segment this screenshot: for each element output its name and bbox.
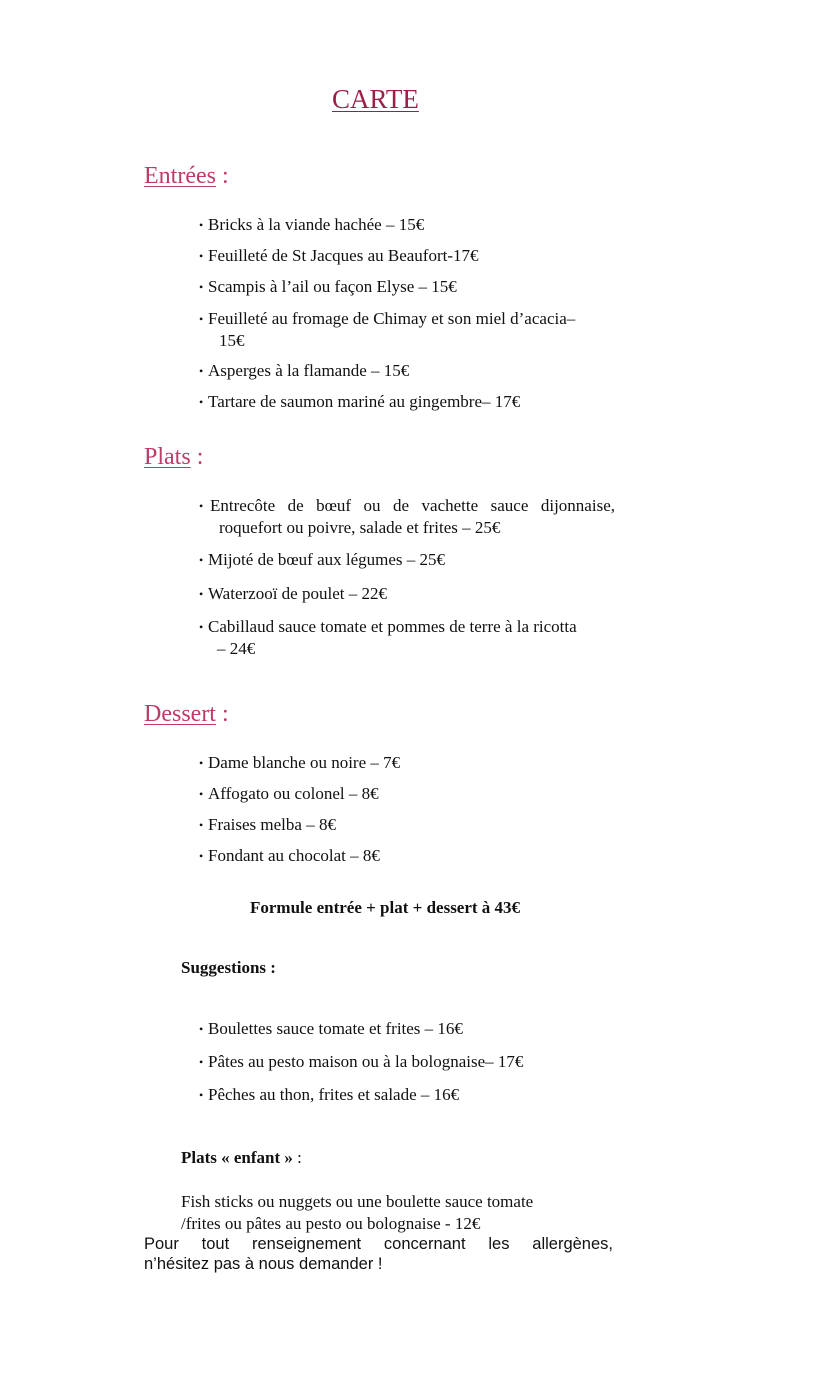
section-heading-dessert	[144, 701, 229, 728]
bullet-icon: •	[199, 1088, 204, 1102]
section-heading-colon: :	[215, 163, 229, 189]
kids-menu-heading	[181, 1148, 302, 1168]
bullet-icon: •	[199, 620, 204, 634]
allergen-notice	[144, 1234, 613, 1274]
menu-item-text: Tartare de saumon mariné au gingembre– 17€	[208, 392, 521, 411]
menu-item	[199, 814, 615, 836]
menu-item	[199, 549, 615, 571]
bullet-icon: •	[199, 218, 204, 232]
menu-item	[199, 391, 615, 413]
bullet-icon: •	[199, 849, 204, 863]
menu-item	[199, 752, 615, 774]
menu-item-text: Asperges à la flamande – 15€	[208, 361, 410, 380]
menu-item-text: Waterzooï de poulet – 22€	[208, 584, 387, 603]
menu-item	[199, 360, 615, 382]
bullet-icon: •	[199, 395, 204, 409]
menu-item-text: Affogato ou colonel – 8€	[208, 784, 379, 803]
menu-item-text-continued: – 24€	[217, 639, 256, 658]
menu-item-text: Mijoté de bœuf aux légumes – 25€	[208, 550, 446, 569]
menu-item-text: Fondant au chocolat – 8€	[208, 846, 380, 865]
bullet-icon: •	[199, 1022, 204, 1036]
bullet-icon: •	[199, 818, 204, 832]
section-heading-dessert-label: Dessert	[144, 701, 216, 727]
menu-item	[199, 1018, 615, 1040]
menu-item-text: Dame blanche ou noire – 7€	[208, 753, 401, 772]
menu-item	[199, 583, 615, 605]
menu-item-text: Pêches au thon, frites et salade – 16€	[208, 1085, 460, 1104]
section-heading-entrees	[144, 163, 229, 190]
bullet-icon: •	[199, 280, 204, 294]
formule-offer: Formule entrée + plat + dessert à 43€	[250, 898, 521, 917]
page-title: CARTE	[332, 84, 419, 114]
menu-item-text: Pâtes au pesto maison ou à la bolognaise– 17€	[208, 1052, 524, 1071]
menu-item-text: Cabillaud sauce tomate et pommes de terre à la ricotta	[208, 617, 577, 636]
section-heading-colon: :	[190, 444, 204, 470]
bullet-icon: •	[199, 312, 204, 326]
menu-item	[199, 245, 615, 267]
menu-item-text: Boulettes sauce tomate et frites – 16€	[208, 1019, 463, 1038]
allergen-notice-line: n’hésitez pas à nous demander !	[144, 1255, 383, 1273]
menu-item	[199, 616, 615, 660]
section-heading-entrees-label: Entrées	[144, 163, 216, 189]
menu-item	[199, 214, 615, 236]
menu-item-text: Feuilleté au fromage de Chimay et son miel d’acacia–	[208, 309, 576, 328]
menu-item-text: Bricks à la viande hachée – 15€	[208, 215, 425, 234]
kids-menu-line: /frites ou pâtes au pesto ou bolognaise - 12€	[181, 1214, 481, 1233]
kids-menu-description	[181, 1191, 533, 1235]
menu-item-text: Scampis à l’ail ou façon Elyse – 15€	[208, 277, 457, 296]
menu-item	[199, 495, 615, 539]
bullet-icon: •	[199, 587, 204, 601]
section-heading-plats	[144, 444, 203, 471]
suggestions-heading: Suggestions :	[181, 958, 276, 977]
menu-item	[199, 783, 615, 805]
menu-item	[199, 1084, 615, 1106]
allergen-notice-line: Pour tout renseignement concernant les allergènes,	[144, 1235, 613, 1253]
bullet-icon: •	[199, 756, 204, 770]
bullet-icon: •	[199, 787, 204, 801]
bullet-icon: •	[199, 499, 204, 513]
kids-menu-heading-colon: :	[292, 1148, 302, 1167]
bullet-icon: •	[199, 1055, 204, 1069]
menu-item-text: Feuilleté de St Jacques au Beaufort-17€	[208, 246, 479, 265]
menu-item-text-continued: 15€	[219, 331, 245, 350]
menu-item	[199, 845, 615, 867]
section-heading-plats-label: Plats	[144, 444, 191, 470]
bullet-icon: •	[199, 364, 204, 378]
menu-item	[199, 308, 615, 352]
menu-item-text: Entrecôte de bœuf ou de vachette sauce dijonnaise,	[210, 496, 615, 515]
section-heading-colon: :	[215, 701, 229, 727]
bullet-icon: •	[199, 553, 204, 567]
menu-item-text: Fraises melba – 8€	[208, 815, 336, 834]
menu-item-text-continued: roquefort ou poivre, salade et frites – 25€	[219, 518, 501, 537]
kids-menu-heading-label: Plats « enfant »	[181, 1148, 293, 1167]
bullet-icon: •	[199, 249, 204, 263]
menu-item	[199, 1051, 615, 1073]
menu-item	[199, 276, 615, 298]
kids-menu-line: Fish sticks ou nuggets ou une boulette sauce tomate	[181, 1192, 534, 1211]
